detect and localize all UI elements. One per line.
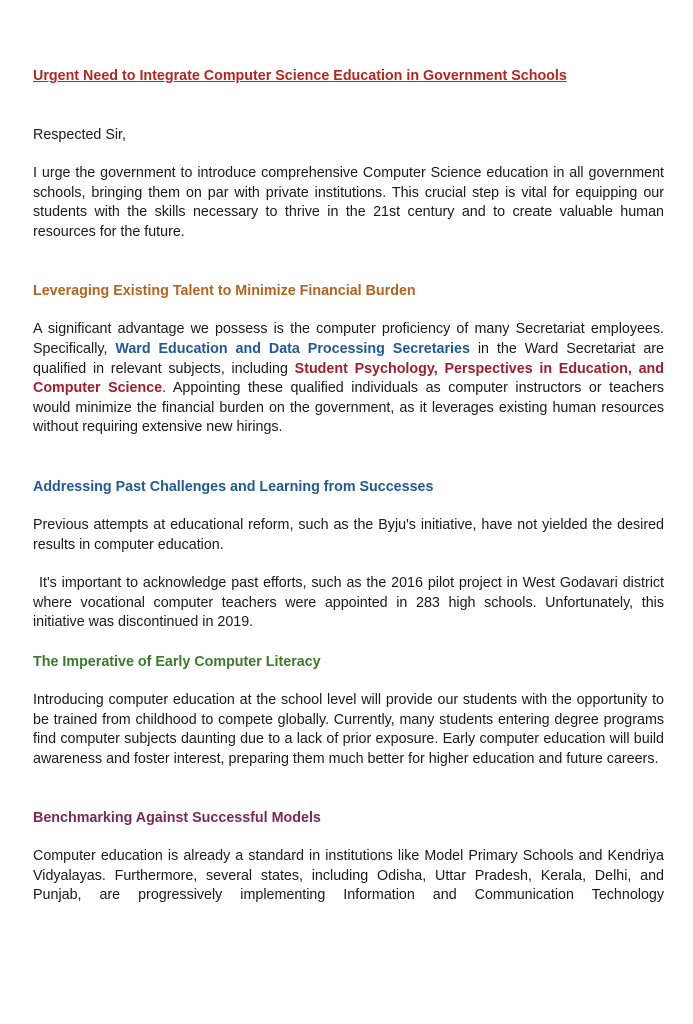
talent-paragraph: [33, 320, 664, 438]
highlight-subjects: Student Psychology, Perspectives in Education, and Computer Science: [33, 360, 664, 397]
challenges-paragraph-1: Previous attempts at educational reform, such as the Byju's initiative, have not yielded the desired results in computer education.: [33, 516, 664, 553]
section-heading-early-literacy: The Imperative of Early Computer Literacy: [33, 653, 321, 670]
challenges-paragraph-2: It's important to acknowledge past efforts, such as the 2016 pilot project in West Godavari district where vocational computer teachers were appointed in 283 high schools. Unfortunately, this initiative was discontinued in 2019.: [33, 575, 664, 631]
talent-paragraph-end: . Appointing these qualified individuals as computer instructors or teachers would minimize the financial burden on the government, as it leverages existing human resources without requiring extensive new hirings.: [33, 380, 664, 436]
document-title: Urgent Need to Integrate Computer Science Education in Government Schools: [33, 68, 567, 84]
section-heading-benchmarking: Benchmarking Against Successful Models: [33, 810, 321, 827]
document-page: [33, 66, 664, 906]
section-heading-challenges: Addressing Past Challenges and Learning from Successes: [33, 478, 434, 495]
intro-paragraph: I urge the government to introduce comprehensive Computer Science education in all government schools, bringing them on par with private institutions. This crucial step is vital for equipping our students with the skills necessary to thrive in the 21st century and to create valuable human resources for the future.: [33, 165, 664, 240]
salutation: Respected Sir,: [33, 127, 126, 143]
section-heading-talent: Leveraging Existing Talent to Minimize Financial Burden: [33, 283, 416, 300]
talent-paragraph-start: A significant advantage we possess is the computer proficiency of many Secretariat employees. Specifically,: [33, 321, 664, 357]
early-literacy-paragraph: Introducing computer education at the school level will provide our students with the opportunity to be trained from childhood to compete globally. Currently, many students entering degree programs find computer subjects daunting due to a lack of prior exposure. Early computer education will build awareness and foster interest, preparing them much better for higher education and future careers.: [33, 691, 664, 767]
benchmarking-paragraph: Computer education is already a standard in institutions like Model Primary Schools and Kendriya Vidyalayas. Furthermore, several states, including Odisha, Uttar Pradesh, Kerala, Delhi, and Punjab, are progressively implementing Information and Communication Technology: [33, 848, 664, 904]
highlight-secretaries: Ward Education and Data Processing Secretaries: [115, 340, 470, 357]
talent-paragraph-mid: in the Ward Secretariat are qualified in relevant subjects, including: [33, 340, 664, 377]
